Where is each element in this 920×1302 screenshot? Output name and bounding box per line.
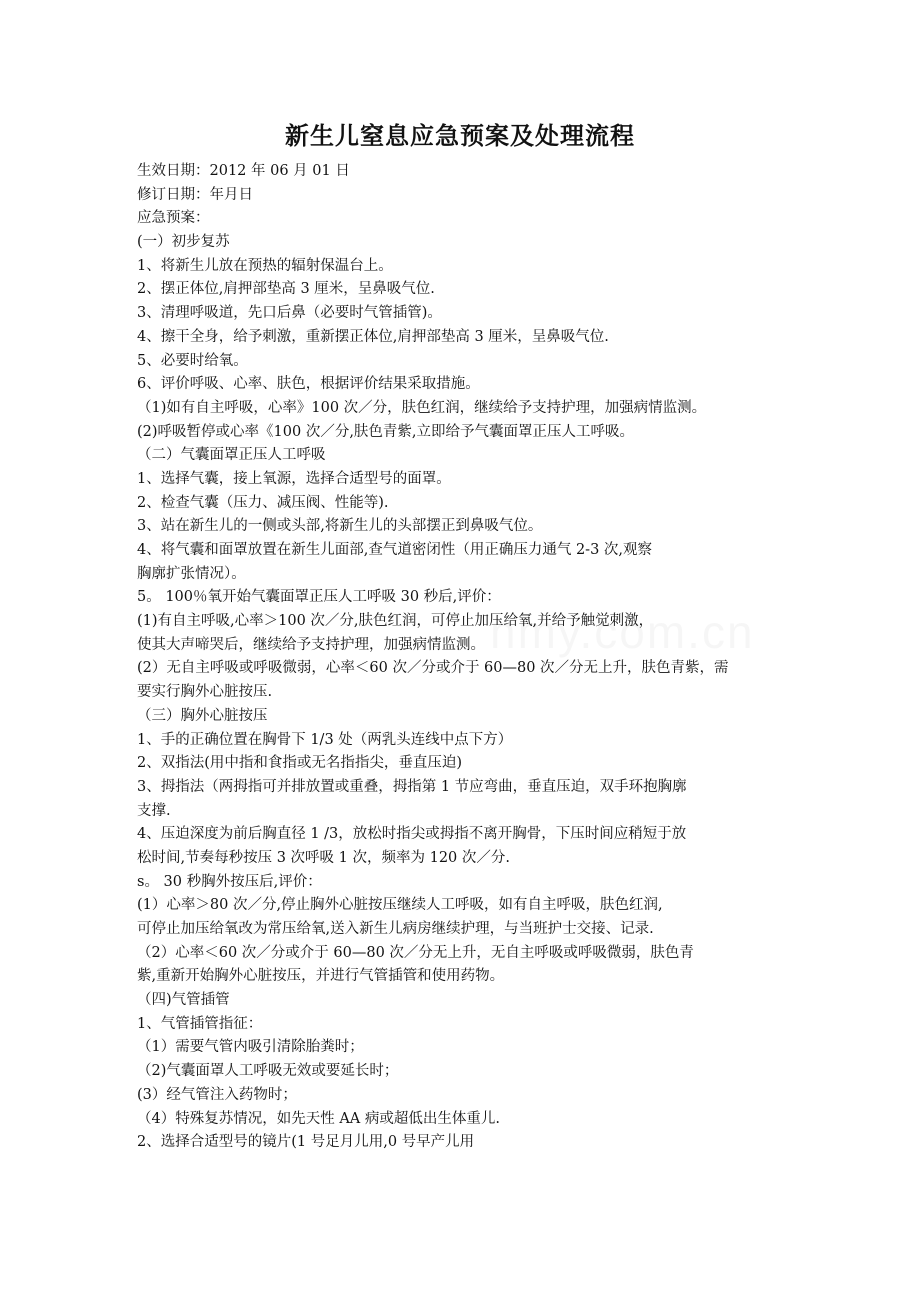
text-line: 4、将气囊和面罩放置在新生儿面部,查气道密闭性（用正确压力通气 2-3 次,观察 xyxy=(137,542,653,558)
text-line: 3、清理呼吸道，先口后鼻（必要时气管插管)。 xyxy=(137,305,442,322)
text-line: （4）特殊复苏情况，如先天性 AA 病或超低出生体重儿. xyxy=(137,1110,500,1127)
text-line: 2、双指法(用中指和食指或无名指指尖，垂直压迫) xyxy=(137,755,463,772)
text-line: 2、检查气囊（压力、减压阀、性能等). xyxy=(137,494,389,511)
text-line: (3）经气管注入药物时； xyxy=(137,1086,297,1103)
text-line: s。 30 秒胸外按压后,评价： xyxy=(137,873,322,890)
text-line: 2、摆正体位,肩押部垫高 3 厘米，呈鼻吸气位. xyxy=(137,281,435,298)
text-line: （1）需要气管内吸引清除胎粪时； xyxy=(137,1039,364,1056)
text-line: 1、气管插管指征： xyxy=(137,1015,263,1032)
text-line: （1)如有自主呼吸，心率》100 次／分，肤色红润，继续给予支持护理，加强病情监测。 xyxy=(137,399,707,416)
text-line: 应急预案： xyxy=(137,210,210,227)
text-line: （三）胸外心脏按压 xyxy=(137,707,268,724)
text-line: 生效日期：2012 年 06 月 01 日 xyxy=(137,163,350,179)
document-body xyxy=(137,160,797,1155)
text-line: 5。 100％氧开始气囊面罩正压人工呼吸 30 秒后,评价： xyxy=(137,589,501,606)
document-title: 新生儿窒息应急预案及处理流程 xyxy=(285,121,635,150)
text-line: 支撑. xyxy=(137,802,171,819)
text-line: 5、必要时给氧。 xyxy=(137,352,248,369)
text-line: 修订日期：年月日 xyxy=(137,186,253,203)
text-line: 1、选择气囊，接上氧源，选择合适型号的面罩。 xyxy=(137,470,451,487)
text-line: 可停止加压给氧改为常压给氧,送入新生儿病房继续护理，与当班护士交接、记录. xyxy=(137,921,654,937)
text-line: (1）心率＞80 次／分,停止胸外心脏按压继续人工呼吸，如有自主呼吸，肤色红润, xyxy=(137,897,663,914)
text-line: 紫,重新开始胸外心脏按压，并进行气管插管和使用药物。 xyxy=(137,968,505,985)
text-line: （四)气管插管 xyxy=(137,992,230,1009)
text-line: 1、手的正确位置在胸骨下 1/3 处（两乳头连线中点下方） xyxy=(137,731,513,748)
text-line: 3、站在新生儿的一侧或头部,将新生儿的头部摆正到鼻吸气位。 xyxy=(137,518,543,535)
text-line: 2、选择合适型号的镜片(1 号足月儿用,0 号早产儿用 xyxy=(137,1134,475,1151)
text-line: 4、擦干全身，给予刺激，重新摆正体位,肩押部垫高 3 厘米，呈鼻吸气位. xyxy=(137,328,609,345)
text-line: 胸廓扩张情况）。 xyxy=(137,565,246,582)
text-line: (1)有自主呼吸,心率＞100 次／分,肤色红润，可停止加压给氧,并给予触觉刺激， xyxy=(137,613,654,630)
text-line: 要实行胸外心脏按压. xyxy=(137,684,273,701)
text-line: （2）心率＜60 次／分或介于 60—80 次／分无上升，无自主呼吸或呼吸微弱，肤色青 xyxy=(137,944,694,961)
text-line: (2)呼吸暂停或心率《100 次／分,肤色青紫,立即给予气囊面罩正压人工呼吸。 xyxy=(137,423,635,440)
text-line: (一）初步复苏 xyxy=(137,234,230,251)
text-line: （2)气囊面罩人工呼吸无效或要延长时； xyxy=(137,1063,399,1080)
text-line: (2）无自主呼吸或呼吸微弱，心率＜60 次／分或介于 60—80 次／分无上升，肤色青紫，需 xyxy=(137,660,729,677)
text-line: 4、压迫深度为前后胸直径 1 /3，放松时指尖或拇指不离开胸骨，下压时间应稍短于放 xyxy=(137,826,687,843)
text-line: 3、拇指法（两拇指可并排放置或重叠，拇指第 1 节应弯曲，垂直压迫，双手环抱胸廓 xyxy=(137,778,687,795)
text-line: 6、评价呼吸、心率、肤色，根据评价结果采取措施。 xyxy=(137,376,480,393)
text-line: 1、将新生儿放在预热的辐射保温台上。 xyxy=(137,257,393,274)
text-line: 使其大声啼哭后，继续给予支持护理，加强病情监测。 xyxy=(137,636,485,653)
text-line: （二）气囊面罩正压人工呼吸 xyxy=(137,447,326,464)
text-line: 松时间,节奏每秒按压 3 次呼吸 1 次，频率为 120 次／分. xyxy=(137,849,510,866)
